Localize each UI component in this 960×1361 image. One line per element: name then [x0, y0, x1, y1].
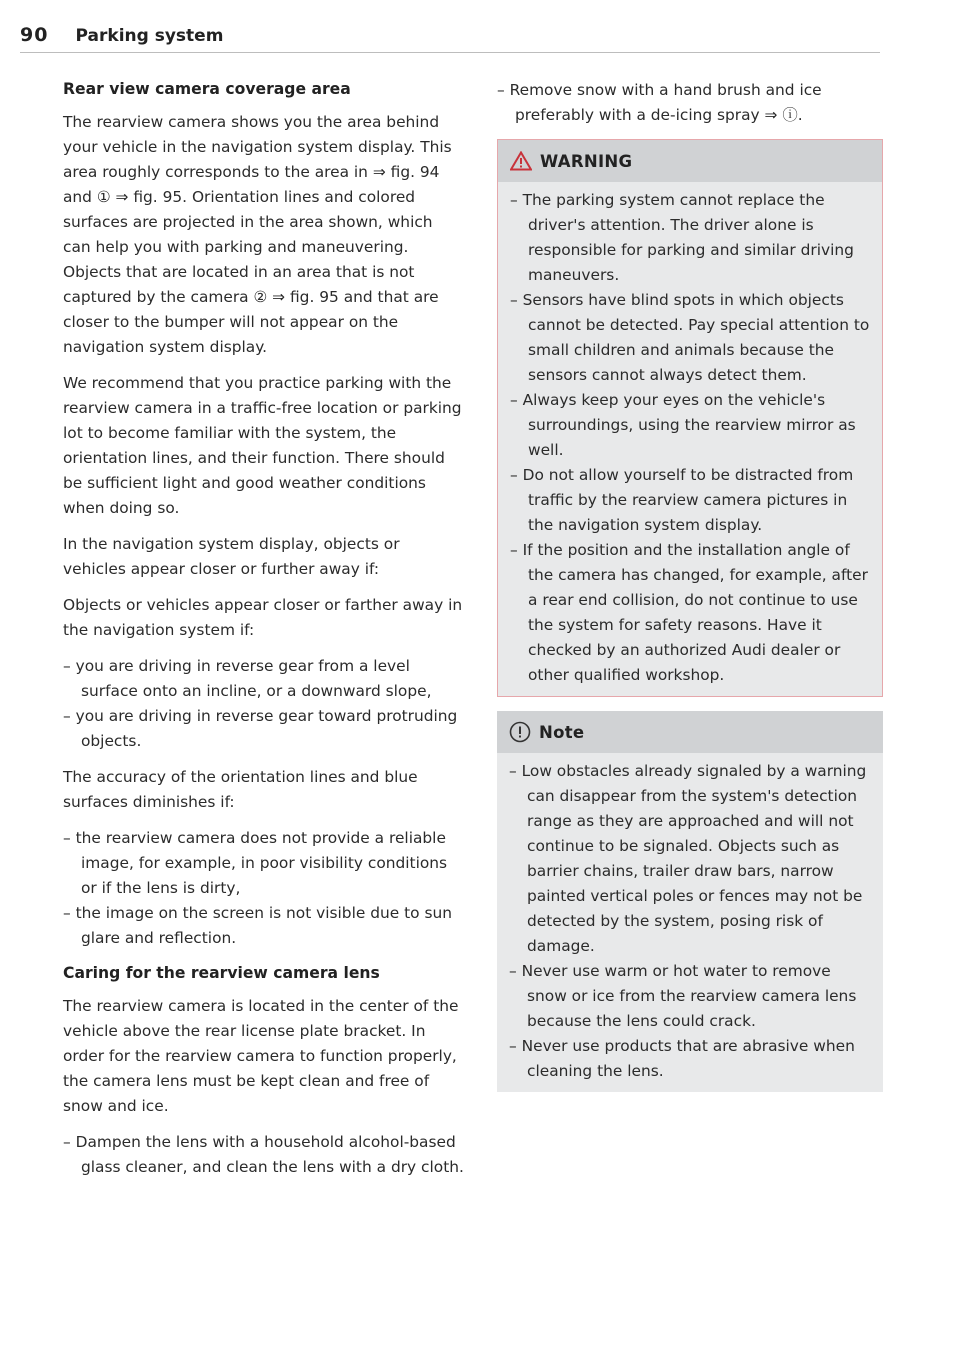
paragraph: The rearview camera is located in the center of the vehicle above the rear license plate bracket. In order for the rearview camera to function properly, the camera lens must be kept clean and free of snow and ice.: [63, 997, 459, 1115]
warning-list: [510, 188, 870, 688]
paragraph: The rearview camera shows you the area behind your vehicle in the navigation system display. This area roughly corresponds to the area in ⇒ fig. 94 and ① ⇒ fig. 95. Orientation lines and colored surfaces are projected in the area shown, which can help you with parking and maneuvering. Objects that are located in an area that is not captured by the camera ② ⇒ fig. 95 and that are closer to the bumper will not appear on the navigation system display.: [63, 113, 452, 356]
heading-caring-lens: Caring for the rearview camera lens: [63, 964, 380, 982]
list-item: – Remove snow with a hand brush and ice preferably with a de-icing spray ⇒ ⓘ.: [497, 78, 883, 128]
list-item: – the rearview camera does not provide a reliable image, for example, in poor visibility conditions or if the lens is dirty,: [63, 826, 465, 901]
warning-title: WARNING: [540, 151, 633, 171]
warning-item: – If the position and the installation angle of the camera has changed, for example, after a rear end collision, do not continue to use the system for safety reasons. Have it checked by an authorized Audi dealer or other qualified workshop.: [510, 538, 870, 688]
note-title: Note: [539, 722, 585, 742]
warning-item: – The parking system cannot replace the driver's attention. The driver alone is responsible for parking and similar driving maneuvers.: [510, 188, 870, 288]
bullet-list: [63, 1130, 465, 1180]
warning-item: – Do not allow yourself to be distracted from traffic by the rearview camera pictures in the navigation system display.: [510, 463, 870, 538]
page-number: 90: [20, 24, 49, 46]
warning-body: [498, 182, 882, 696]
list-item: – Dampen the lens with a household alcohol-based glass cleaner, and clean the lens with a dry cloth.: [63, 1130, 465, 1180]
paragraph: Objects or vehicles appear closer or farther away in the navigation system if:: [63, 596, 463, 639]
warning-box: [497, 139, 883, 697]
warning-header: [498, 140, 882, 182]
header-divider: [20, 52, 880, 53]
bullet-list: [63, 654, 465, 754]
warning-item: – Sensors have blind spots in which objects cannot be detected. Pay special attention to small children and animals because the sensors cannot always detect them.: [510, 288, 870, 388]
heading-coverage-area: Rear view camera coverage area: [63, 80, 351, 98]
note-item: – Never use warm or hot water to remove snow or ice from the rearview camera lens because the lens could crack.: [509, 959, 871, 1034]
note-item: – Never use products that are abrasive when cleaning the lens.: [509, 1034, 871, 1084]
list-item: – the image on the screen is not visible due to sun glare and reflection.: [63, 901, 465, 951]
bullet-list: [63, 826, 465, 951]
note-item: – Low obstacles already signaled by a warning can disappear from the system's detection range as they are approached and will not continue to be signaled. Objects such as barrier chains, trailer draw bars, narrow painted vertical poles or fences may not be detected by the system, posing risk of damage.: [509, 759, 871, 959]
left-column: [63, 78, 465, 1191]
paragraph: In the navigation system display, objects or vehicles appear closer or further away if:: [63, 535, 400, 578]
note-box: [497, 711, 883, 1092]
list-item: – you are driving in reverse gear from a level surface onto an incline, or a downward slope,: [63, 654, 465, 704]
bullet-list: [497, 78, 883, 128]
section-title: Parking system: [75, 26, 224, 46]
note-list: [509, 759, 871, 1084]
warning-triangle-icon: [510, 151, 532, 171]
page-header: [20, 24, 880, 46]
paragraph: We recommend that you practice parking with the rearview camera in a traffic-free location or parking lot to become familiar with the system, the orientation lines, and their function. There should be sufficient light and good weather conditions when doing so.: [63, 374, 462, 517]
list-item: – you are driving in reverse gear toward protruding objects.: [63, 704, 465, 754]
note-body: [497, 753, 883, 1092]
note-info-icon: [509, 721, 531, 743]
paragraph: The accuracy of the orientation lines and blue surfaces diminishes if:: [63, 768, 418, 811]
right-column: [497, 78, 883, 1092]
note-header: [497, 711, 883, 753]
warning-item: – Always keep your eyes on the vehicle's surroundings, using the rearview mirror as well.: [510, 388, 870, 463]
